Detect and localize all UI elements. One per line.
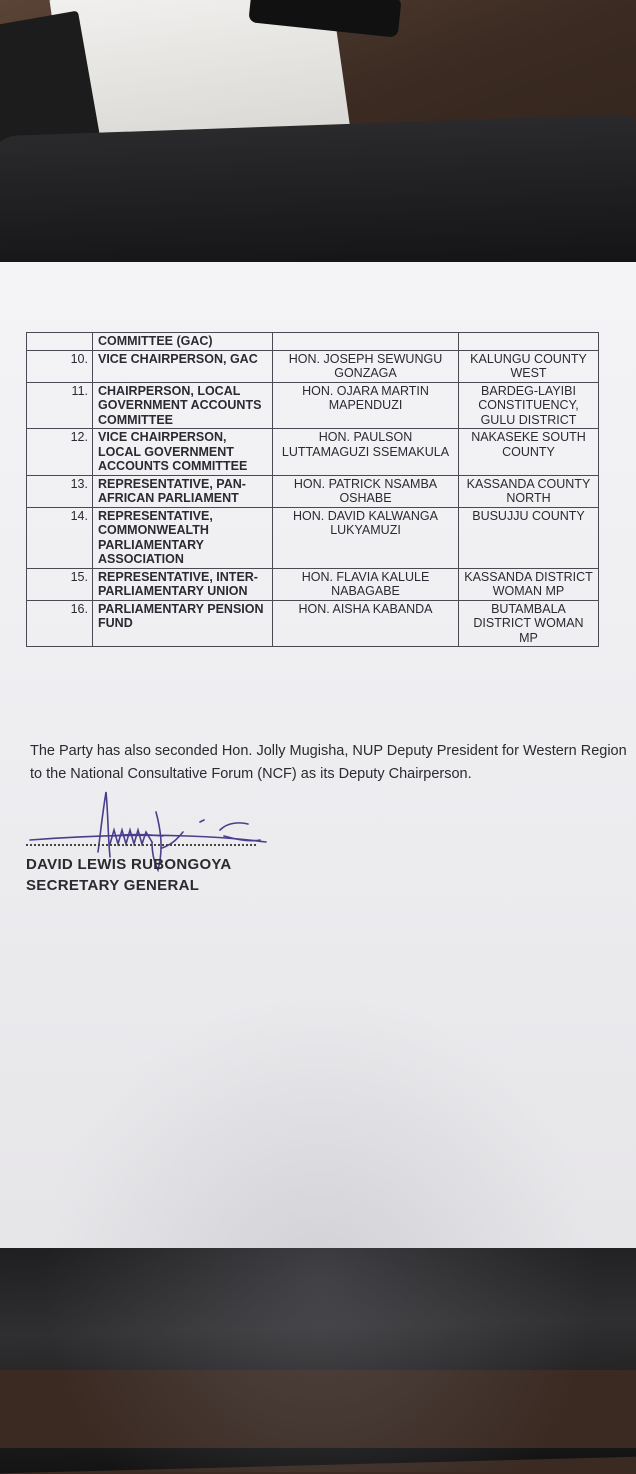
- position-cell: PARLIAMENTARY PENSION FUND: [93, 600, 273, 647]
- constituency-cell: [459, 333, 599, 351]
- constituency-cell: KALUNGU COUNTY WEST: [459, 350, 599, 382]
- member-name-cell: [273, 333, 459, 351]
- constituency-cell: BARDEG-LAYIBI CONSTITUENCY, GULU DISTRICT: [459, 382, 599, 429]
- row-number: 16.: [27, 600, 93, 647]
- folder-cover-top: [0, 114, 636, 287]
- signatory-name: DAVID LEWIS RUBONGOYA: [26, 856, 232, 873]
- position-cell: REPRESENTATIVE, PAN-AFRICAN PARLIAMENT: [93, 475, 273, 507]
- member-name-cell: HON. AISHA KABANDA: [273, 600, 459, 647]
- member-name-cell: HON. OJARA MARTIN MAPENDUZI: [273, 382, 459, 429]
- member-name-cell: HON. PAULSON LUTTAMAGUZI SSEMAKULA: [273, 429, 459, 476]
- row-number: 10.: [27, 350, 93, 382]
- constituency-cell: KASSANDA COUNTY NORTH: [459, 475, 599, 507]
- row-number: 14.: [27, 507, 93, 568]
- row-number: 13.: [27, 475, 93, 507]
- position-cell: REPRESENTATIVE, COMMONWEALTH PARLIAMENTARY ASSOCIATION: [93, 507, 273, 568]
- member-name-cell: HON. JOSEPH SEWUNGU GONZAGA: [273, 350, 459, 382]
- signature-line: [26, 844, 256, 846]
- member-name-cell: HON. DAVID KALWANGA LUKYAMUZI: [273, 507, 459, 568]
- appointments-table: [26, 332, 599, 647]
- photo-shadow: [40, 992, 600, 1472]
- position-cell: REPRESENTATIVE, INTER-PARLIAMENTARY UNION: [93, 568, 273, 600]
- signatory-title: SECRETARY GENERAL: [26, 877, 200, 894]
- secondment-note: The Party has also seconded Hon. Jolly Mugisha, NUP Deputy President for Western Region to the National Consultative Forum (NCF) as its Deputy Chairperson.: [30, 743, 627, 782]
- constituency-cell: BUSUJJU COUNTY: [459, 507, 599, 568]
- constituency-cell: BUTAMBALA DISTRICT WOMAN MP: [459, 600, 599, 647]
- row-number: 15.: [27, 568, 93, 600]
- table-row: [27, 475, 599, 507]
- table-row: [27, 568, 599, 600]
- position-cell: VICE CHAIRPERSON, LOCAL GOVERNMENT ACCOUNTS COMMITTEE: [93, 429, 273, 476]
- row-number: [27, 333, 93, 351]
- table-row: [27, 350, 599, 382]
- table-row: [27, 333, 599, 351]
- table-row: [27, 382, 599, 429]
- constituency-cell: KASSANDA DISTRICT WOMAN MP: [459, 568, 599, 600]
- constituency-cell: NAKASEKE SOUTH COUNTY: [459, 429, 599, 476]
- position-cell: CHAIRPERSON, LOCAL GOVERNMENT ACCOUNTS COMMITTEE: [93, 382, 273, 429]
- table-row: [27, 429, 599, 476]
- member-name-cell: HON. PATRICK NSAMBA OSHABE: [273, 475, 459, 507]
- member-name-cell: HON. FLAVIA KALULE NABAGABE: [273, 568, 459, 600]
- row-number: 11.: [27, 382, 93, 429]
- document-page: [0, 262, 636, 1248]
- table-row: [27, 600, 599, 647]
- position-cell: COMMITTEE (GAC): [93, 333, 273, 351]
- position-cell: VICE CHAIRPERSON, GAC: [93, 350, 273, 382]
- row-number: 12.: [27, 429, 93, 476]
- table-row: [27, 507, 599, 568]
